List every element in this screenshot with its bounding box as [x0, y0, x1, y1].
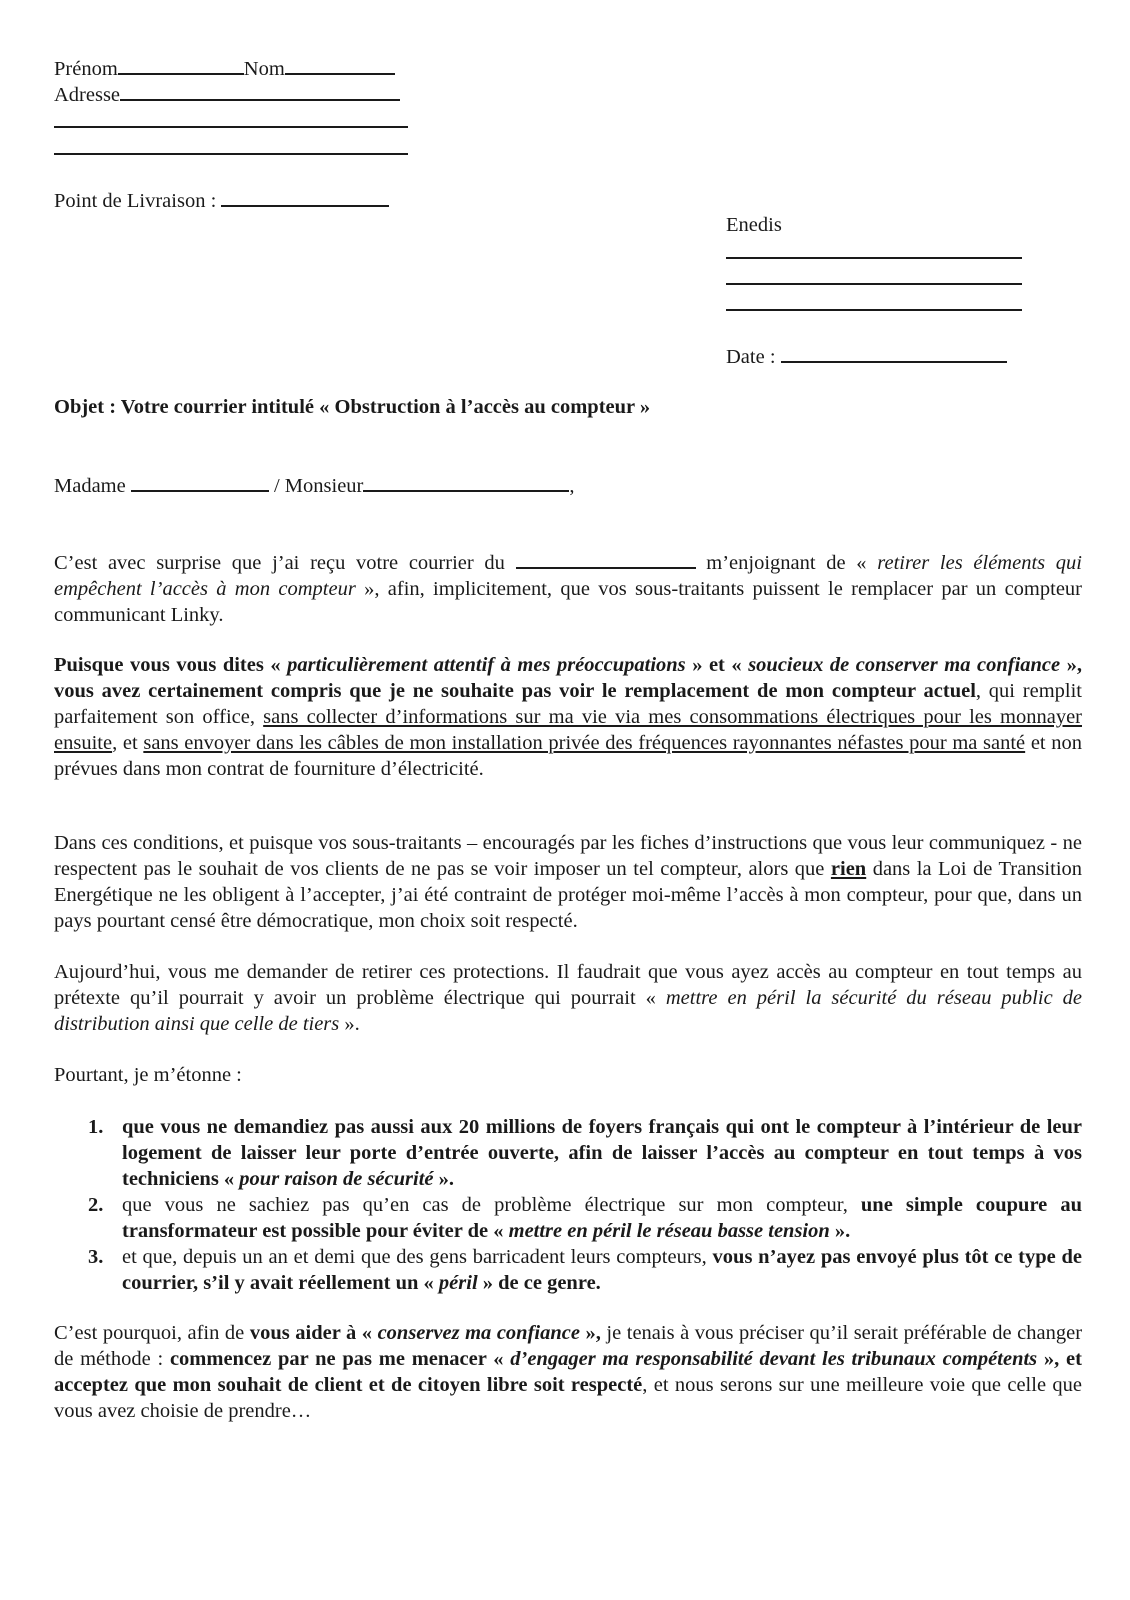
courrier-date-field[interactable] [516, 548, 696, 569]
p2-text-j: et non prévues dans mon contrat de fourniture d’électricité. [54, 732, 1083, 780]
p6-text-e: je tenais à vous préciser qu’il serait préférable de changer de méthode : [54, 1322, 1083, 1370]
list-item-number: 3. [88, 1246, 104, 1268]
list-item [54, 1244, 1082, 1296]
p2-text-c: » et « [692, 654, 742, 676]
prenom-nom-line [54, 54, 395, 82]
numbered-list [54, 1114, 1082, 1296]
recipient-address-line-1[interactable] [726, 257, 1022, 259]
p2-text-f: , qui remplit parfaitement son office, [54, 680, 1082, 728]
p6-quote-1: conservez ma confiance [377, 1322, 580, 1344]
adresse-line-3[interactable] [54, 153, 408, 155]
list-item [54, 1114, 1082, 1192]
paragraph-1 [54, 548, 1082, 628]
p2-quote-1: particulièrement attentif à mes préoccupations [287, 654, 686, 676]
p3-text-c: dans la Loi de Transition Energétique ne les obligent à l’accepter, j’ai été contraint de protéger moi-même l’accès à mon compteur, pour que, dans un pays pourtant censé être démocratique, mon choix soit respecté. [54, 858, 1083, 932]
madame-name-field[interactable] [131, 471, 269, 492]
subject-line: Objet : Votre courrier intitulé « Obstruction à l’accès au compteur » [54, 396, 651, 418]
p4-text-a: Aujourd’hui, vous me demander de retirer ces protections. Il faudrait que vous ayez accès au compteur en tout temps au prétexte qu’il pourrait y avoir un problème électrique qui pourrait « [54, 961, 1082, 1009]
p2-text-h: , et [112, 732, 138, 754]
list-item-1-quote: pour raison de sécurité [239, 1168, 434, 1190]
paragraph-2 [54, 652, 1082, 782]
point-de-livraison-field[interactable] [221, 186, 389, 207]
list-item-number: 1. [88, 1116, 104, 1138]
salutation-comma: , [569, 475, 575, 497]
point-de-livraison-label: Point de Livraison : [54, 190, 217, 212]
list-item-3-text-a: et que, depuis un an et demi que des gens barricadent leurs compteurs, [122, 1246, 707, 1268]
list-item-2-text-a: que vous ne sachiez pas qu’en cas de problème électrique sur mon compteur, [122, 1194, 848, 1216]
p6-quote-2: d’engager ma responsabilité devant les tribunaux compétents [510, 1348, 1038, 1370]
list-item-2-quote: mettre en péril le réseau basse tension [508, 1220, 830, 1242]
adresse-line [54, 80, 400, 108]
p1-text-b: m’enjoignant de « [706, 552, 867, 574]
monsieur-name-field[interactable] [363, 471, 569, 492]
p1-text-a: C’est avec surprise que j’ai reçu votre courrier du [54, 552, 505, 574]
list-item-number: 2. [88, 1194, 104, 1216]
nom-label: Nom [243, 58, 285, 80]
recipient-name: Enedis [726, 214, 782, 236]
salutation [54, 471, 575, 499]
p6-text-b: vous aider à « [249, 1322, 373, 1344]
date-field[interactable] [781, 342, 1007, 363]
paragraph-6 [54, 1320, 1082, 1424]
p6-text-d: », [585, 1322, 601, 1344]
list-item [54, 1192, 1082, 1244]
p2-underline-2: sans envoyer dans les câbles de mon installation privée des fréquences rayonnantes néfastes pour ma santé [143, 732, 1026, 754]
adresse-field[interactable] [120, 80, 400, 101]
date-line [726, 342, 1007, 370]
paragraph-5: Pourtant, je m’étonne : [54, 1064, 242, 1086]
nom-field[interactable] [285, 54, 395, 75]
p2-text-e: », vous avez certainement compris que je ne souhaite pas voir le remplacement de mon compteur actuel [54, 654, 1083, 702]
p3-rien: rien [830, 858, 867, 880]
p6-text-h: », et acceptez que mon souhait de client et de citoyen libre soit respecté [54, 1348, 1082, 1396]
p4-text-c: ». [344, 1013, 360, 1035]
p6-text-f: commencez par ne pas me menacer « [169, 1348, 504, 1370]
list-item-2-text-b: une simple coupure au transformateur est possible pour éviter de « [122, 1194, 1082, 1242]
p6-text-i: , et nous serons sur une meilleure voie que celle que vous avez choisie de prendre… [54, 1374, 1082, 1422]
p4-quote: mettre en péril la sécurité du réseau public de distribution ainsi que celle de tiers [54, 987, 1082, 1035]
recipient-address-line-2[interactable] [726, 283, 1022, 285]
prenom-field[interactable] [118, 54, 244, 75]
p2-text-a: Puisque vous vous dites « [54, 654, 281, 676]
adresse-label: Adresse [54, 84, 121, 106]
p1-text-d: », afin, implicitement, que vos sous-traitants puissent le remplacer par un compteur communicant Linky. [54, 578, 1082, 626]
salutation-monsieur: / Monsieur [273, 475, 364, 497]
p3-text-a: Dans ces conditions, et puisque vos sous-traitants – encouragés par les fiches d’instructions que vous leur communiquez - ne respectent pas le souhait de vos clients de ne pas se voir imposer un tel compteur, alors que [54, 832, 1082, 880]
salutation-madame: Madame [54, 475, 126, 497]
p2-underline-1: sans collecter d’informations sur ma vie via mes consommations électriques pour les monnayer ensuite [54, 706, 1082, 754]
p1-quote: retirer les éléments qui empêchent l’accès à mon compteur [54, 552, 1082, 600]
list-item-3-text-b: vous n’ayez pas envoyé plus tôt ce type de courrier, s’il y avait réellement un « [122, 1246, 1083, 1294]
p6-text-a: C’est pourquoi, afin de [54, 1322, 245, 1344]
list-item-3-quote: péril [438, 1272, 478, 1294]
date-label: Date : [726, 346, 776, 368]
paragraph-4 [54, 959, 1082, 1037]
p2-quote-2: soucieux de conserver ma confiance [748, 654, 1061, 676]
point-de-livraison-line [54, 186, 389, 214]
list-item-2-text-d: ». [834, 1220, 851, 1242]
list-item-1-text-c: ». [438, 1168, 454, 1190]
paragraph-3 [54, 830, 1082, 934]
prenom-label: Prénom [54, 58, 118, 80]
recipient-address-line-3[interactable] [726, 309, 1022, 311]
list-item-3-text-d: » de ce genre. [482, 1272, 601, 1294]
adresse-line-2[interactable] [54, 126, 408, 128]
list-item-1-text-a: que vous ne demandiez pas aussi aux 20 millions de foyers français qui ont le compteur à l’intérieur de leur logement de laisser leur porte d’entrée ouverte, afin de laisser l’accès au compteur en tout temps à vos techniciens « [122, 1116, 1082, 1190]
